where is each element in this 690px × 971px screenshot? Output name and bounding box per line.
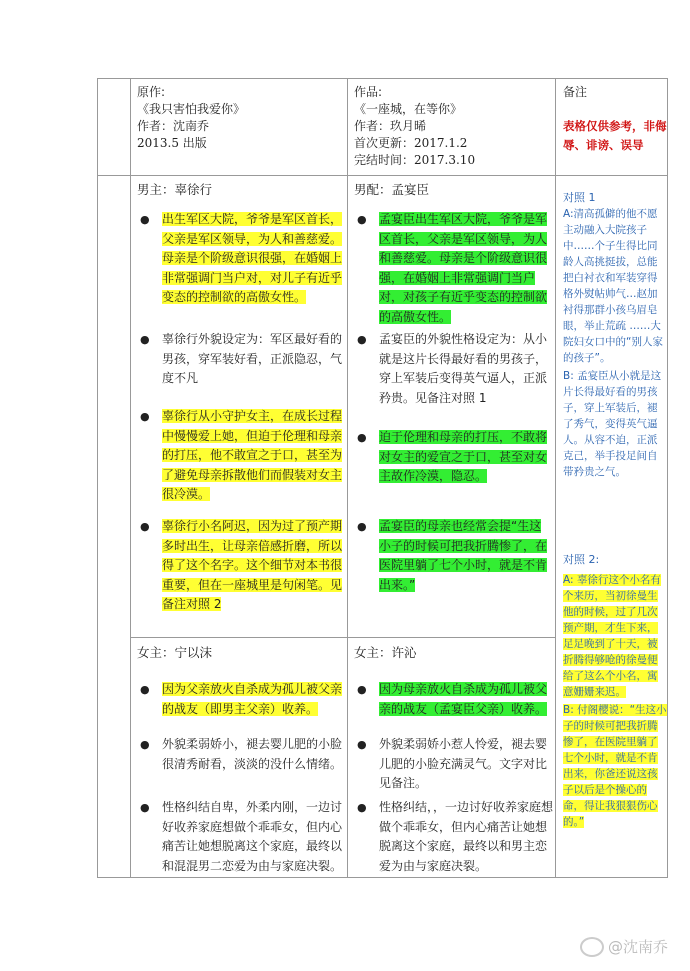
bullet-icon: ● [357,520,367,533]
bullet-icon: ● [140,410,150,423]
table-border-left [97,78,98,878]
female-left-item-3: 性格纠结自卑，外柔内刚，一边讨好收养家庭想做个乖乖女，但内心痛苦让她想脱离这个家庭，最终以和混混男二恋爱为由与家庭决裂。 [162,800,343,873]
note-2 [563,552,667,830]
table-col-divider-1 [130,78,131,878]
bullet-icon: ● [140,683,150,696]
female-left-item-2: 外貌柔弱娇小，褪去婴儿肥的小脸很清秀耐看，淡淡的没什么情绪。 [162,737,343,771]
note-1-b: B: 孟宴臣从小就是这片长得最好看的男孩子，穿上军装后，褪了秀气，变得英气逼人。从容不迫，正派克己，举手投足间自带矜贵之气。 [563,370,662,478]
male-left-item-2: 辜徐行外貌设定为：军区最好看的男孩，穿军装好看，正派隐忍，气度不凡 [162,332,343,385]
header-original [137,84,342,152]
male-left-item-1: 出生军区大院，爷爷是军区首长，父亲是军区领导，为人和善慈爱。母亲是个阶级意识很强，在婚姻上非常强调门当户对，对儿子有近乎变态的控制欲的高傲女性。 [162,212,343,304]
header-work-book: 《一座城，在等你》 [354,102,463,116]
female-right-item-3: 性格纠结，，一边讨好收养家庭想做个乖乖女，但内心痛苦让她想脱离这个家庭，最终以和男主恋爱为由与家庭决裂。 [379,800,554,873]
table-divider-header [97,175,667,176]
female-right-title: 女主：许沁 [354,645,417,660]
female-left-item-1: 因为父亲放火自杀成为孤儿被父亲的战友（即男主父亲）收养。 [162,682,343,716]
note-2-b: B: 付阁樱说：“生这小子的时候可把我折腾惨了，在医院里躺了七个小时，就是不肯出来，你爸还说这孩子以后是个操心的命，得让我狠狠伤心的。” [563,704,667,828]
male-lead-title: 男主：辜徐行 [137,182,213,197]
note-1-a: A:清高孤僻的他不愿主动融入大院孩子中……个子生得比同龄人高挑挺拔，总能把白衬衣和军装穿得格外熨帖帅气…赵加衬得那群小孩乌眉皂眼，举止荒疏 ……大院妇女口中的“别人家的孩子”。 [563,208,663,364]
bullet-icon: ● [140,333,150,346]
header-work-finish: 完结时间：2017.3.10 [354,153,476,167]
male-right-item-2: 孟宴臣的外貌性格设定为：从小就是这片长得最好看的男孩子，穿上军装后变得英气逼人，正派矜贵。见备注对照 1 [379,332,548,405]
bullet-icon: ● [357,801,367,814]
male-right-item-4: 孟宴臣的母亲也经常会提“生这小子的时候可把我折腾惨了，在医院里躺了七个小时，就是不肯出来。” [379,519,548,592]
bullet-icon: ● [140,738,150,751]
header-remarks [563,84,667,155]
header-disclaimer: 表格仅供参考，非侮辱、诽谤、误导 [563,119,667,152]
table-border-bottom [97,877,667,878]
note-1 [563,190,667,480]
table-col-divider-3 [555,78,556,878]
note-2-a: A: 辜徐行这个小名有个来历，当初徐曼生他的时候，过了几次预产期，才生下来，足足晚到了十天，被折腾得够呛的徐曼便给了这么个小名，寓意姗姗来迟。 [563,574,661,698]
header-work [354,84,552,169]
bullet-icon: ● [357,431,367,444]
header-work-first-update: 首次更新：2017.1.2 [354,136,468,150]
watermark-text: @沈南乔 [607,937,668,956]
watermark [580,936,668,958]
female-right-item-2: 外貌柔弱娇小惹人怜爱，褪去婴儿肥的小脸充满灵气。文字对比见备注。 [379,737,548,790]
header-original-label: 原作: [137,85,166,99]
male-right-item-1: 孟宴臣出生军区大院，爷爷是军区首长，父亲是军区领导，为人和善慈爱。母亲是个阶级意识很强，在婚姻上非常强调门当户对，对孩子有近乎变态的控制欲的高傲女性。 [379,212,548,324]
table-border-top [97,78,667,79]
table-divider-female [130,637,555,638]
bullet-icon: ● [357,213,367,226]
header-original-pub: 2013.5 出版 [137,136,207,150]
bullet-icon: ● [140,213,150,226]
bullet-icon: ● [140,520,150,533]
header-original-book: 《我只害怕我爱你》 [137,102,246,116]
header-work-author: 作者：玖月晞 [354,119,427,133]
header-remarks-label: 备注 [563,85,588,99]
bullet-icon: ● [357,683,367,696]
header-original-author: 作者：沈南乔 [137,119,210,133]
bullet-icon: ● [140,801,150,814]
weibo-logo-icon [580,937,604,957]
female-lead-title: 女主：宁以沫 [137,645,213,660]
note-1-title: 对照 1 [563,191,596,204]
male-left-item-3: 辜徐行从小守护女主，在成长过程中慢慢爱上她，但迫于伦理和母亲的打压，他不敢宣之于口，甚至为了避免母亲拆散他们而假装对女主很冷漠。 [162,409,343,501]
male-supporting-title: 男配：孟宴臣 [354,182,430,197]
male-right-item-3: 迫于伦理和母亲的打压，不敢将对女主的爱宣之于口，甚至对女主故作冷漠，隐忍。 [379,430,548,483]
note-2-title: 对照 2: [563,553,600,566]
header-work-label: 作品: [354,85,383,99]
bullet-icon: ● [357,333,367,346]
table-border-right [667,78,668,878]
male-left-item-4: 辜徐行小名阿迟，因为过了预产期多时出生，让母亲倍感折磨，所以得了这个名字。这个细节对本书很重要，但在一座城里是句闲笔。见备注对照 2 [162,519,343,611]
bullet-icon: ● [357,738,367,751]
female-right-item-1: 因为母亲放火自杀成为孤儿被父亲的战友（孟宴臣父亲）收养。 [379,682,548,716]
table-col-divider-2 [347,78,348,878]
